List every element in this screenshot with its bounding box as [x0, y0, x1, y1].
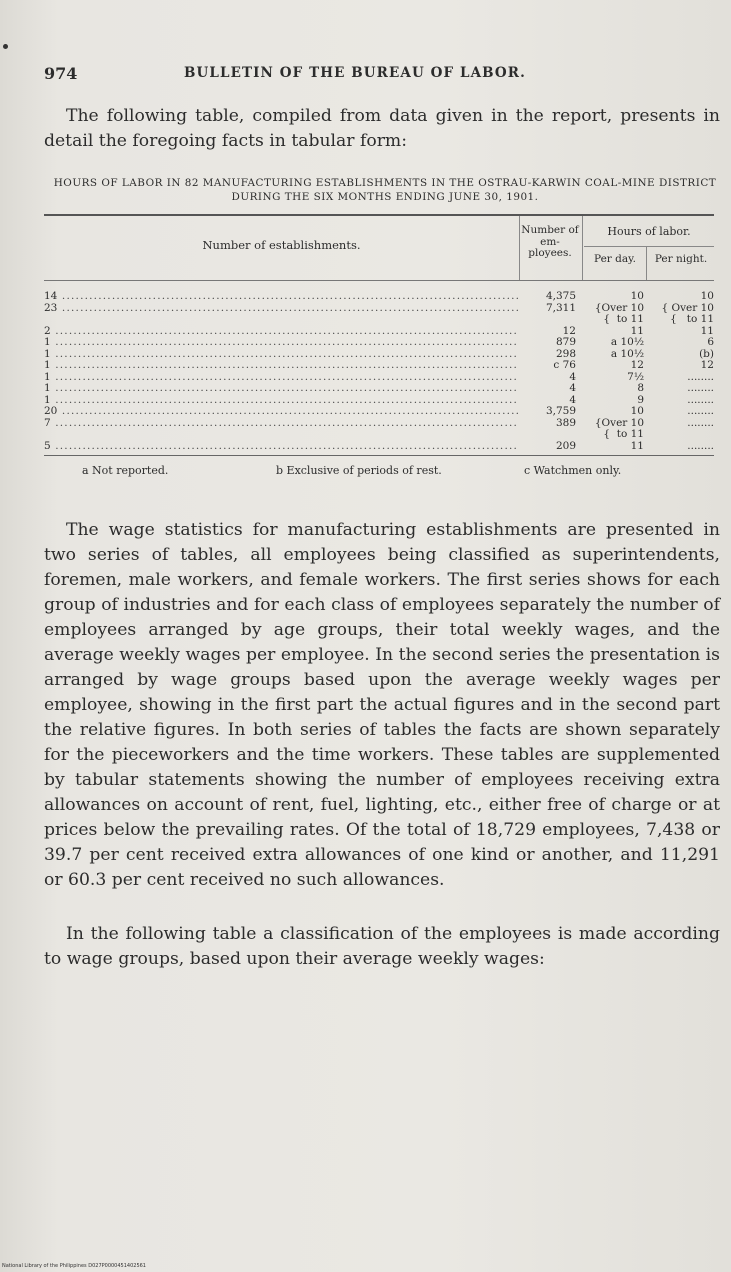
- table-row: [44, 349, 714, 361]
- cell-per-night: ........: [687, 405, 714, 417]
- cell-establishments: 2 .....: [44, 326, 518, 338]
- cell-employees: 209: [555, 439, 576, 452]
- scan-footer: National Library of the Philippines D027P0000451402561: [2, 1263, 146, 1269]
- header-per-night: Per night.: [654, 253, 708, 265]
- cell-per-day: 10: [630, 290, 644, 302]
- cell-employees: 4: [569, 382, 576, 394]
- cell-per-night: ........: [687, 416, 714, 429]
- cell-establishments: 1 .....: [44, 360, 518, 372]
- footnote-a: a Not reported.: [82, 464, 169, 477]
- cell-employees: 389: [555, 416, 576, 429]
- cell-per-day: {Over 10 { to 11: [594, 416, 644, 440]
- cell-establishments: 1 .....: [44, 372, 518, 384]
- table-row: [44, 383, 714, 395]
- header-hours-rule: [584, 246, 714, 247]
- cell-employees: 3,759: [545, 405, 576, 417]
- table-row: [44, 406, 714, 418]
- cell-establishments: 1 .....: [44, 349, 518, 361]
- header-divider: [646, 247, 647, 280]
- cell-establishments: 7 .....: [44, 418, 518, 430]
- table-row: [44, 395, 714, 407]
- cell-per-night: { Over 10 { to 11: [661, 301, 714, 325]
- cell-establishments: 14 .....: [44, 291, 518, 303]
- cell-employees: c 76: [553, 359, 576, 371]
- page-number: 974: [44, 64, 78, 83]
- table-row: [44, 291, 714, 303]
- header-per-day: Per day.: [593, 253, 637, 265]
- cell-employees: 12: [562, 324, 576, 337]
- table-row: [44, 337, 714, 349]
- cell-per-day: 9: [637, 393, 644, 406]
- cell-employees: 4: [569, 393, 576, 406]
- cell-per-night: ........: [687, 382, 714, 394]
- body-paragraph-1: The wage statistics for manufacturing establishments are presented in two series of tables, all employees being classified as superintendents, foremen, male workers, and female workers. The first series shows for each group of industries and for each class of employees separately the number of employees arranged by age groups, their total weekly wages, and the average weekly wages per employee. In the second series the presentation is arranged by wage groups based upon the average weekly wages per employee, showing in the first part the actual figures and in the second part the relative figures. In both series of tables the facts are shown separately for the pieceworkers and the time workers. These tables are supplemented by tabular statements showing the number of employees receiving extra allowances on account of rent, fuel, lighting, etc., either free of charge or at prices below the prevailing rates. Of the total of 18,729 employees, 7,438 or 39.7 per cent received extra allowances of one kind or another, and 11,291 or 60.3 per cent received no such allowances.: [44, 520, 720, 890]
- header-establishments: Number of establishments.: [202, 238, 361, 252]
- table-row: [44, 372, 714, 384]
- cell-per-day: 11: [630, 439, 644, 452]
- cell-employees: 7,311: [545, 301, 576, 314]
- cell-per-day: 8: [637, 382, 644, 394]
- cell-per-day: a 10½: [610, 347, 644, 360]
- hours-table: [44, 214, 714, 484]
- cell-employees: 4,375: [545, 290, 576, 302]
- table-row: [44, 441, 714, 453]
- table-header: [44, 216, 714, 281]
- table-footnotes: [44, 464, 714, 484]
- cell-per-day: 10: [630, 405, 644, 417]
- intro-paragraph: The following table, compiled from data given in the report, presents in detail the foregoing facts in tabular form:: [44, 106, 720, 151]
- footnote-c: c Watchmen only.: [524, 464, 622, 477]
- cell-per-night: ........: [687, 370, 714, 383]
- cell-establishments: 1 .....: [44, 395, 518, 407]
- header-divider: [582, 216, 583, 280]
- cell-per-night: 12: [700, 359, 714, 371]
- cell-per-day: 12: [630, 359, 644, 371]
- cell-per-day: a 10½: [610, 336, 644, 348]
- header-employees: Number of em- ployees.: [521, 224, 579, 259]
- cell-per-night: (b): [699, 347, 714, 360]
- cell-per-night: 11: [700, 324, 714, 337]
- table-bottom-rule: [44, 455, 714, 456]
- running-title: BULLETIN OF THE BUREAU OF LABOR.: [184, 65, 526, 81]
- cell-per-day: 7½: [627, 370, 644, 383]
- table-row: [44, 303, 714, 326]
- cell-establishments: 20 .....: [44, 406, 518, 418]
- cell-establishments: 23 .....: [44, 303, 518, 315]
- table-body: [44, 291, 714, 452]
- cell-establishments: 5 .....: [44, 441, 518, 453]
- table-title: HOURS OF LABOR IN 82 MANUFACTURING ESTABLISHMENTS IN THE OSTRAU-KARWIN COAL-MINE DISTRICT DURING THE SIX MONTHS ENDING JUNE 30, 1901.: [53, 177, 717, 203]
- running-head: [44, 64, 713, 86]
- footnote-b: b Exclusive of periods of rest.: [276, 464, 442, 477]
- cell-per-night: 6: [707, 336, 714, 348]
- cell-per-day: {Over 10 { to 11: [594, 301, 644, 325]
- table-row: [44, 418, 714, 441]
- cell-per-night: ........: [687, 439, 714, 452]
- ink-dot: [3, 44, 8, 49]
- header-hours-of-labor: Hours of labor.: [607, 225, 691, 238]
- cell-establishments: 1 .....: [44, 337, 518, 349]
- cell-establishments: 1 .....: [44, 383, 518, 395]
- cell-employees: 4: [569, 370, 576, 383]
- body-paragraph-2: In the following table a classification of the employees is made according to wage groups, based upon their average weekly wages:: [44, 924, 720, 969]
- table-row: [44, 360, 714, 372]
- cell-employees: 879: [555, 336, 576, 348]
- cell-per-night: ........: [687, 393, 714, 406]
- cell-employees: 298: [555, 347, 576, 360]
- cell-per-day: 11: [630, 324, 644, 337]
- cell-per-night: 10: [700, 290, 714, 302]
